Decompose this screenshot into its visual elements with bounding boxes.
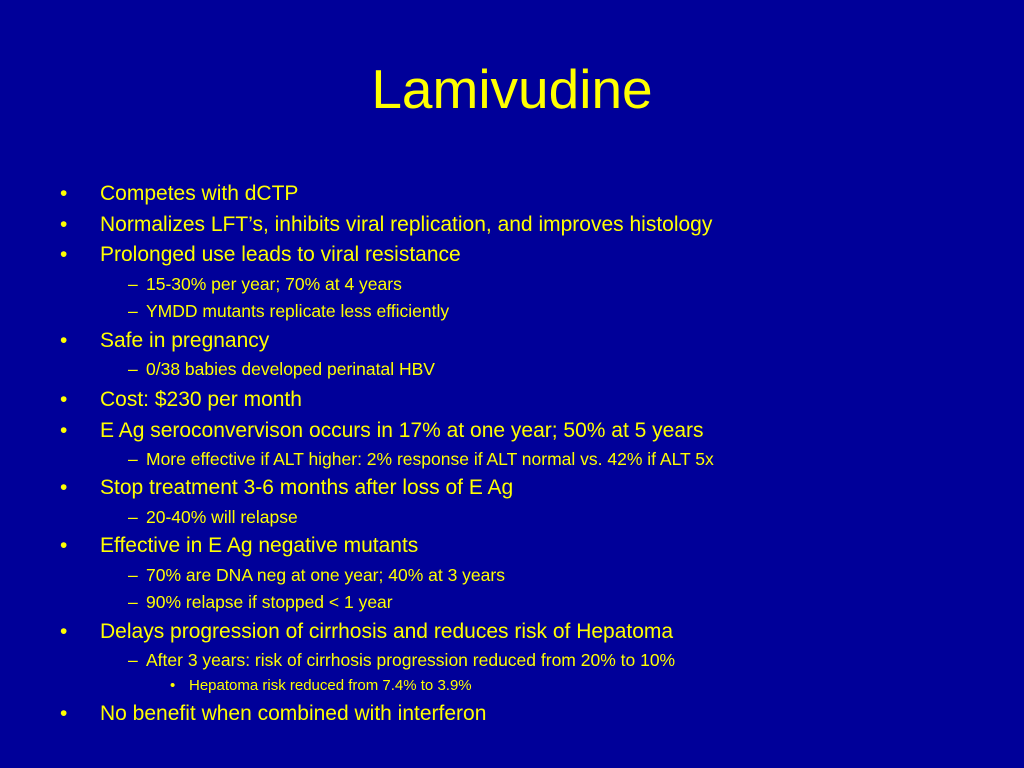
sub-bullet-marker: – [128, 592, 138, 612]
sub-bullet-marker: – [128, 449, 138, 469]
bullet-text: Stop treatment 3-6 months after loss of E Ag [100, 476, 514, 499]
bullet-text: E Ag seroconvervison occurs in 17% at one year; 50% at 5 years [100, 419, 704, 442]
bullet-marker: • [60, 702, 68, 725]
sub-bullet-text: After 3 years: risk of cirrhosis progression reduced from 20% to 10% [146, 650, 676, 670]
bullet-marker: • [60, 243, 68, 266]
bullet-marker: • [60, 213, 68, 236]
bullet-text: Effective in E Ag negative mutants [100, 534, 419, 557]
sub-bullet-text: 90% relapse if stopped < 1 year [146, 592, 393, 612]
sub-bullet-text: More effective if ALT higher: 2% response if ALT normal vs. 42% if ALT 5x [146, 449, 714, 469]
bullet-text: Safe in pregnancy [100, 329, 270, 352]
bullet-text: Delays progression of cirrhosis and reduces risk of Hepatoma [100, 620, 674, 643]
sub-bullet-marker: – [128, 650, 138, 670]
sub-bullet-marker: – [128, 507, 138, 527]
bullet-marker: • [60, 620, 68, 643]
bullet-marker: • [60, 182, 68, 205]
bullet-marker: • [60, 388, 68, 411]
sub-bullet-marker: – [128, 274, 138, 294]
sub-bullet-text: 20-40% will relapse [146, 507, 298, 527]
sub-bullet-marker: – [128, 301, 138, 321]
sub-bullet-marker: – [128, 565, 138, 585]
sub-sub-bullet-text: Hepatoma risk reduced from 7.4% to 3.9% [189, 677, 472, 694]
sub-bullet-marker: – [128, 359, 138, 379]
slide-title: Lamivudine [371, 58, 653, 120]
bullet-text: Normalizes LFT’s, inhibits viral replication, and improves histology [100, 213, 713, 236]
sub-bullet-text: 15-30% per year; 70% at 4 years [146, 274, 402, 294]
bullet-marker: • [60, 329, 68, 352]
bullet-marker: • [60, 419, 68, 442]
bullet-marker: • [60, 476, 68, 499]
sub-bullet-text: 70% are DNA neg at one year; 40% at 3 years [146, 565, 505, 585]
bullet-text: No benefit when combined with interferon [100, 702, 487, 725]
bullet-marker: • [60, 534, 68, 557]
bullet-text: Cost: $230 per month [100, 388, 302, 411]
bullet-text: Prolonged use leads to viral resistance [100, 243, 461, 266]
sub-bullet-text: 0/38 babies developed perinatal HBV [146, 359, 435, 379]
sub-bullet-text: YMDD mutants replicate less efficiently [146, 301, 450, 321]
sub-sub-bullet-marker: • [170, 677, 176, 694]
bullet-text: Competes with dCTP [100, 182, 299, 205]
